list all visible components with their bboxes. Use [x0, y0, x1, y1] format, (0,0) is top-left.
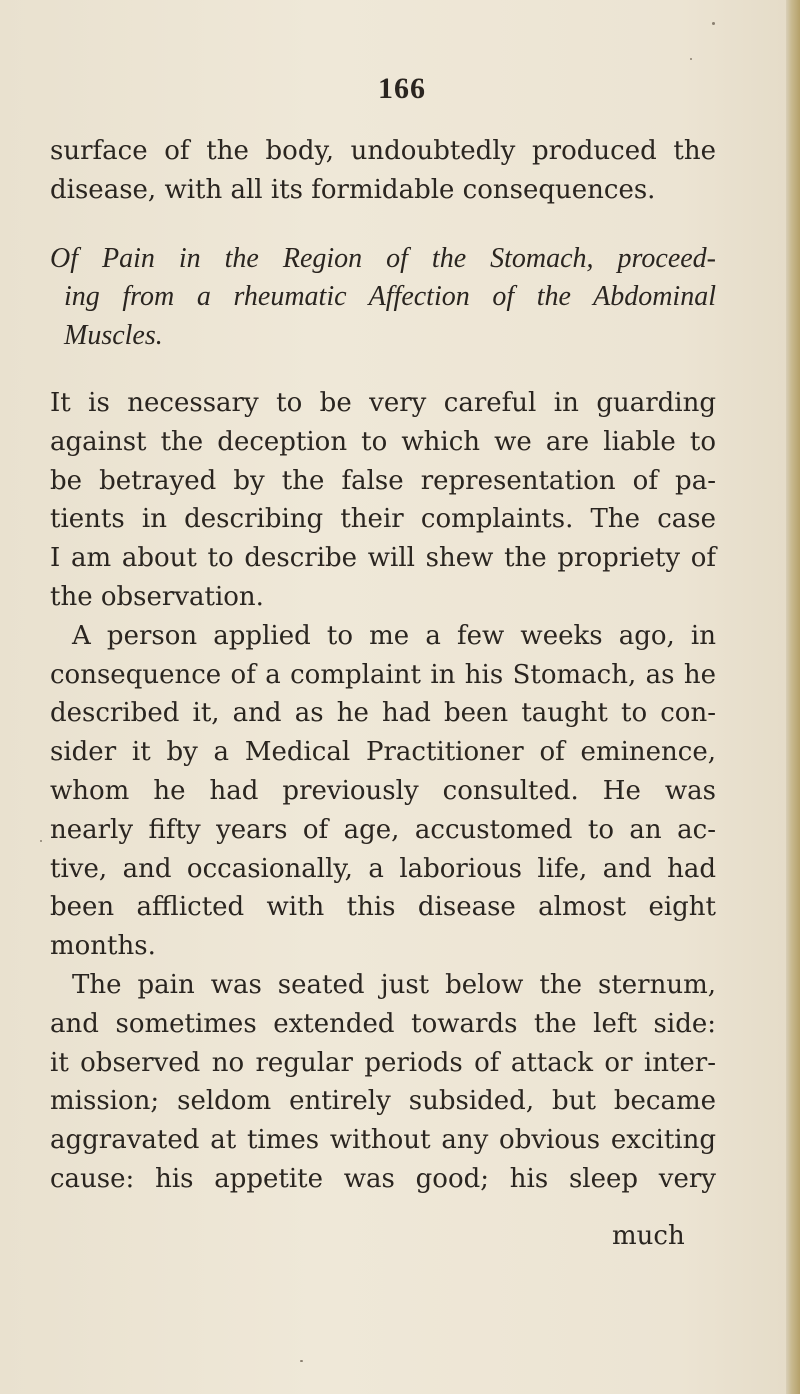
text-line: aggravated at times without any obvious exciting	[50, 1125, 716, 1156]
text-line: tients in describing their complaints. The case	[50, 504, 716, 535]
body-text	[50, 132, 716, 1199]
page-edge	[786, 0, 800, 1394]
text-line: mission; seldom entirely subsided, but became	[50, 1086, 716, 1117]
text-line: against the deception to which we are liable to	[50, 426, 716, 457]
text-line: the observation.	[50, 581, 264, 612]
paragraph-3	[50, 966, 716, 1199]
paragraph-1	[50, 384, 716, 617]
section-heading	[50, 240, 716, 356]
text-line: and sometimes extended towards the left side:	[50, 1008, 716, 1039]
paper-speck	[712, 22, 715, 25]
text-line: whom he had previously consulted. He was	[50, 775, 716, 806]
text-line: sider it by a Medical Practitioner of eminence,	[50, 737, 716, 768]
text-line: it observed no regular periods of attack or inter-	[50, 1047, 716, 1078]
heading-line: Muscles.	[64, 320, 163, 352]
text-line: been afflicted with this disease almost eight	[50, 892, 716, 923]
text-line: The pain was seated just below the sternum,	[72, 969, 716, 1000]
paragraph-2	[50, 617, 716, 966]
paper-speck	[690, 58, 692, 60]
text-line: It is necessary to be very careful in guarding	[50, 387, 716, 418]
catchword: much	[612, 1221, 685, 1251]
text-line: months.	[50, 931, 156, 962]
heading-line: Of Pain in the Region of the Stomach, proceed-	[50, 242, 716, 274]
text-line: consequence of a complaint in his Stomach, as he	[50, 659, 716, 690]
text-line: A person applied to me a few weeks ago, in	[72, 620, 716, 651]
text-line: cause: his appetite was good; his sleep very	[50, 1163, 716, 1194]
text-line: tive, and occasionally, a laborious life, and had	[50, 853, 716, 884]
heading-line: ing from a rheumatic Affection of the Abdominal	[64, 281, 716, 313]
text-line: nearly fifty years of age, accustomed to an ac-	[50, 814, 716, 845]
page-number: 166	[378, 72, 426, 105]
text-line: surface of the body, undoubtedly produced the	[50, 136, 716, 166]
text-line: I am about to describe will shew the propriety of	[50, 543, 716, 574]
text-line: disease, with all its formidable consequences.	[50, 174, 656, 205]
paper-speck	[300, 1360, 303, 1362]
text-line: described it, and as he had been taught to con-	[50, 698, 716, 729]
opening-paragraph	[50, 132, 716, 210]
text-line: be betrayed by the false representation of pa-	[50, 465, 716, 496]
paper-speck	[40, 840, 42, 842]
